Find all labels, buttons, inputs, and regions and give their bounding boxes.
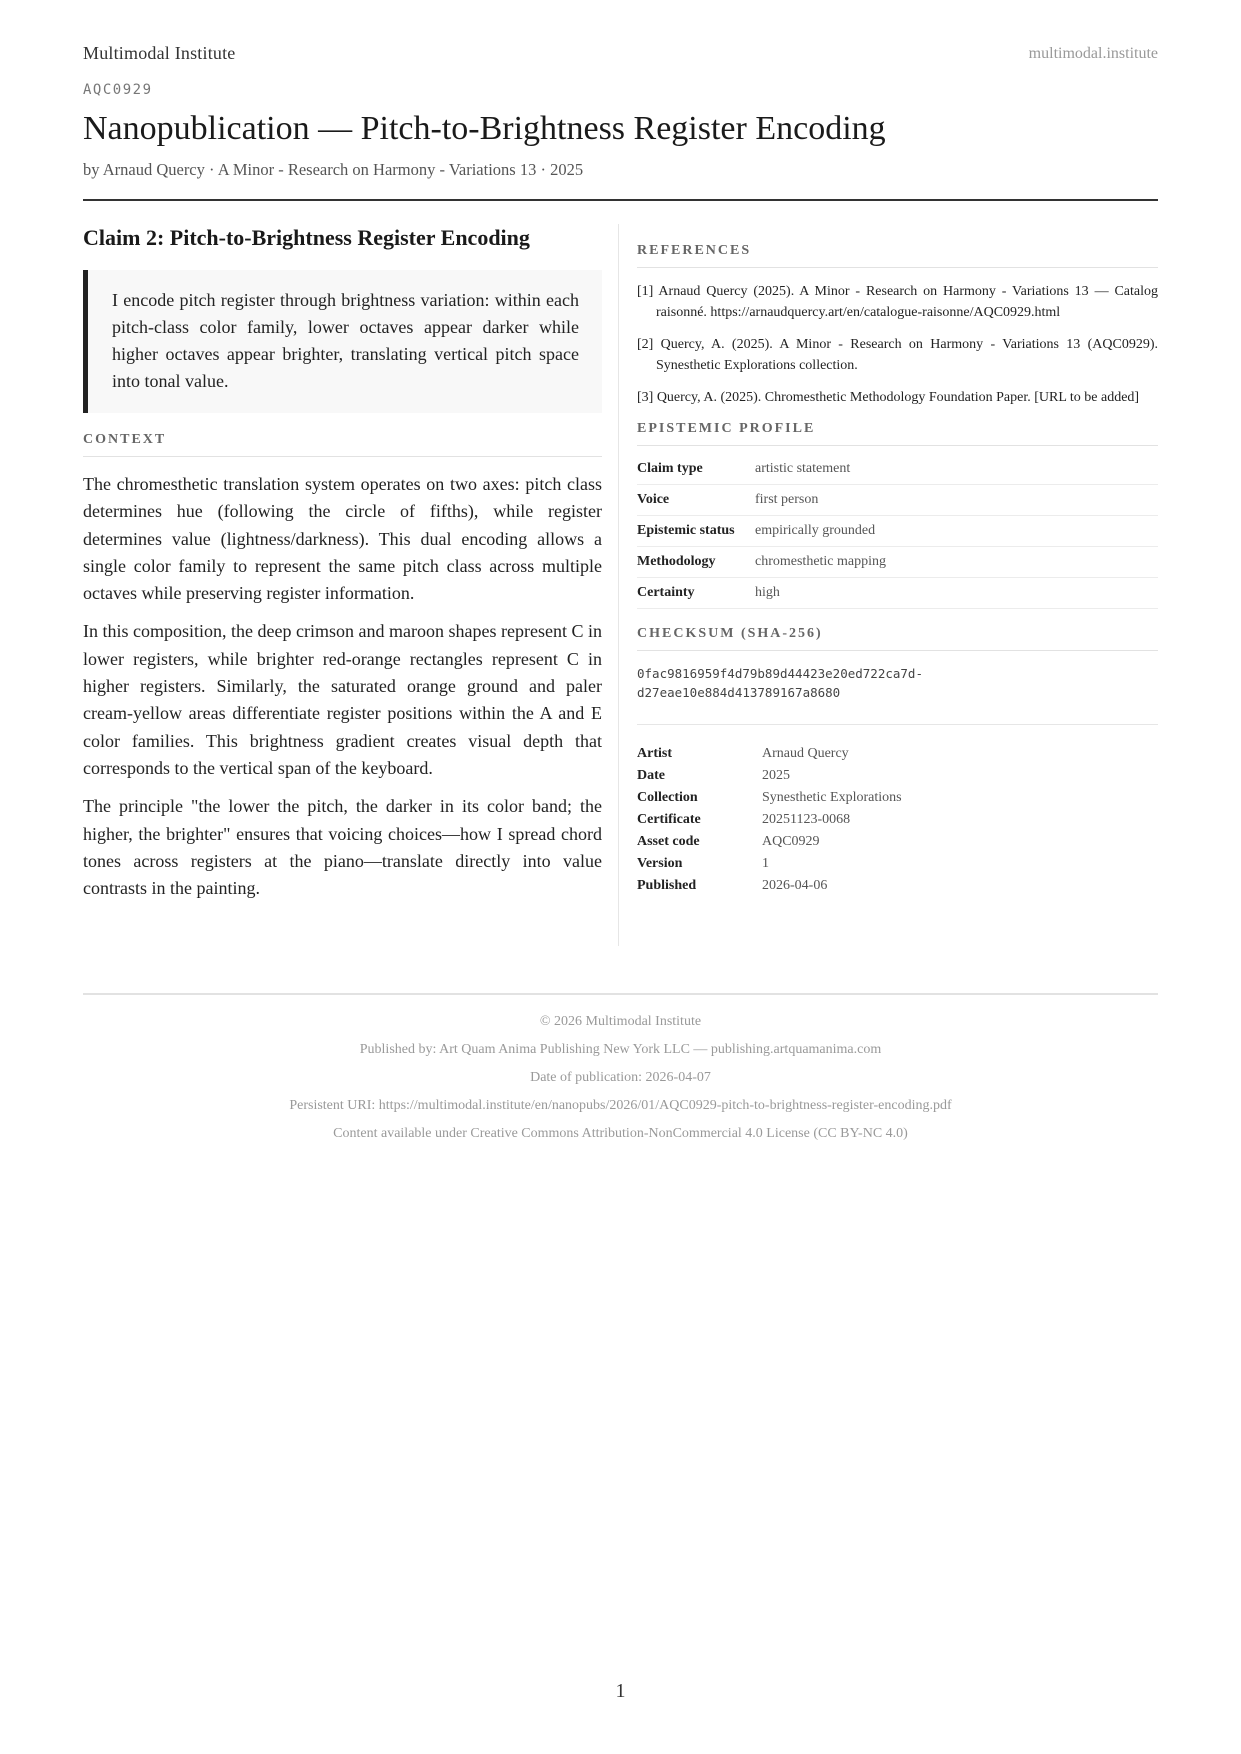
table-row (637, 853, 1158, 875)
footer-copyright: © 2026 Multimodal Institute (539, 1014, 702, 1029)
profile-key: Claim type (637, 454, 755, 485)
checksum-line: 0fac9816959f4d79b89d44423e20ed722ca7d- (637, 666, 923, 681)
checksum-value (637, 664, 1158, 725)
meta-key: Asset code (637, 834, 700, 849)
byline: by Arnaud Quercy · A Minor - Research on Harmony - Variations 13 · 2025 (83, 160, 584, 179)
meta-value: AQC0929 (762, 834, 820, 849)
footer-publisher: Published by: Art Quam Anima Publishing New York LLC — publishing.artquamanima.com (359, 1042, 882, 1057)
profile-value: empirically grounded (755, 516, 1158, 547)
context-paragraph: The principle "the lower the pitch, the darker in its color band; the higher, the brighter" ensures that voicing choices—how I spread chord tones across registers at the piano—translate directly into value contrasts in the painting. (83, 796, 602, 899)
table-row (637, 578, 1158, 609)
meta-key: Version (637, 856, 683, 871)
footer-persistent-uri[interactable]: Persistent URI: https://multimodal.institute/en/nanopubs/2026/01/AQC0929-pitch-to-brightness-register-encoding.pdf (289, 1098, 952, 1113)
table-row (637, 765, 1158, 787)
meta-key: Collection (637, 790, 698, 805)
meta-value: 2025 (762, 768, 790, 783)
table-row (637, 516, 1158, 547)
reference-item: [3] Quercy, A. (2025). Chromesthetic Methodology Foundation Paper. [URL to be added] (637, 390, 1140, 405)
epistemic-profile-heading: EPISTEMIC PROFILE (637, 421, 1158, 446)
profile-value: artistic statement (755, 454, 1158, 485)
meta-key: Certificate (637, 812, 701, 827)
metadata-table (637, 743, 1158, 897)
table-row (637, 809, 1158, 831)
footer (83, 1012, 1158, 1152)
table-row (637, 875, 1158, 897)
epistemic-profile-table (637, 454, 1158, 609)
profile-key: Epistemic status (637, 516, 755, 547)
page-number: 1 (615, 1680, 626, 1702)
header-divider (83, 199, 1158, 201)
profile-key: Voice (637, 485, 755, 516)
checksum-line: d27eae10e884d413789167a8680 (637, 685, 841, 700)
meta-value: 2026-04-06 (762, 878, 828, 893)
meta-value: 20251123-0068 (762, 812, 851, 827)
institution-name: Multimodal Institute (83, 43, 236, 63)
table-row (637, 743, 1158, 765)
sidebar-column (637, 243, 1158, 897)
asset-code: AQC0929 (83, 82, 153, 98)
profile-key: Certainty (637, 578, 755, 609)
meta-value: 1 (762, 856, 769, 871)
context-paragraph: In this composition, the deep crimson and maroon shapes represent C in lower registers, while brighter red-orange rectangles represent C in higher registers. Similarly, the saturated orange ground and paler cream-yellow areas differentiate register positions within the A and E color families. This brightness gradient creates visual depth that corresponds to the vertical span of the keyboard. (83, 621, 602, 778)
institution-site-link[interactable]: multimodal.institute (1028, 45, 1158, 62)
profile-value: first person (755, 485, 1158, 516)
table-row (637, 547, 1158, 578)
profile-value: chromesthetic mapping (755, 547, 1158, 578)
masthead (83, 43, 1158, 69)
table-row (637, 454, 1158, 485)
profile-value: high (755, 578, 1158, 609)
context-paragraph: The chromesthetic translation system operates on two axes: pitch class determines hue (following the circle of fifths), while register determines value (lightness/darkness). This dual encoding allows a single color family to represent the same pitch class across multiple octaves while preserving register information. (83, 474, 602, 604)
context-heading: CONTEXT (83, 432, 602, 457)
meta-value: Arnaud Quercy (762, 746, 849, 761)
main-column (83, 225, 602, 902)
footer-license: Content available under Creative Commons Attribution-NonCommercial 4.0 License (CC BY-NC 4.0) (333, 1126, 908, 1141)
claim-title: Claim 2: Pitch-to-Brightness Register Encoding (83, 225, 530, 250)
footer-divider (83, 993, 1158, 995)
meta-key: Date (637, 768, 665, 783)
page-title: Nanopublication — Pitch-to-Brightness Register Encoding (83, 110, 886, 147)
references-heading: REFERENCES (637, 243, 1158, 268)
reference-item: [2] Quercy, A. (2025). A Minor - Research on Harmony - Variations 13 (AQC0929). Synesthetic Explorations collection. (637, 337, 1158, 373)
meta-key: Artist (637, 746, 672, 761)
reference-item[interactable]: [1] Arnaud Quercy (2025). A Minor - Research on Harmony - Variations 13 — Catalog raisonné. https://arnaudquercy.art/en/catalogue-raisonne/AQC0929.html (637, 284, 1158, 320)
profile-key: Methodology (637, 547, 755, 578)
table-row (637, 485, 1158, 516)
meta-key: Published (637, 878, 697, 893)
meta-value: Synesthetic Explorations (762, 790, 902, 805)
claim-statement: I encode pitch register through brightness variation: within each pitch-class color family, lower octaves appear darker while higher octaves appear brighter, translating vertical pitch space into tonal value. (83, 270, 602, 413)
table-row (637, 787, 1158, 809)
column-divider (618, 224, 619, 946)
references-list (637, 281, 1158, 408)
footer-publication-date: Date of publication: 2026-04-07 (530, 1070, 711, 1085)
checksum-heading: CHECKSUM (SHA-256) (637, 626, 1158, 651)
context-section (83, 471, 602, 902)
table-row (637, 831, 1158, 853)
